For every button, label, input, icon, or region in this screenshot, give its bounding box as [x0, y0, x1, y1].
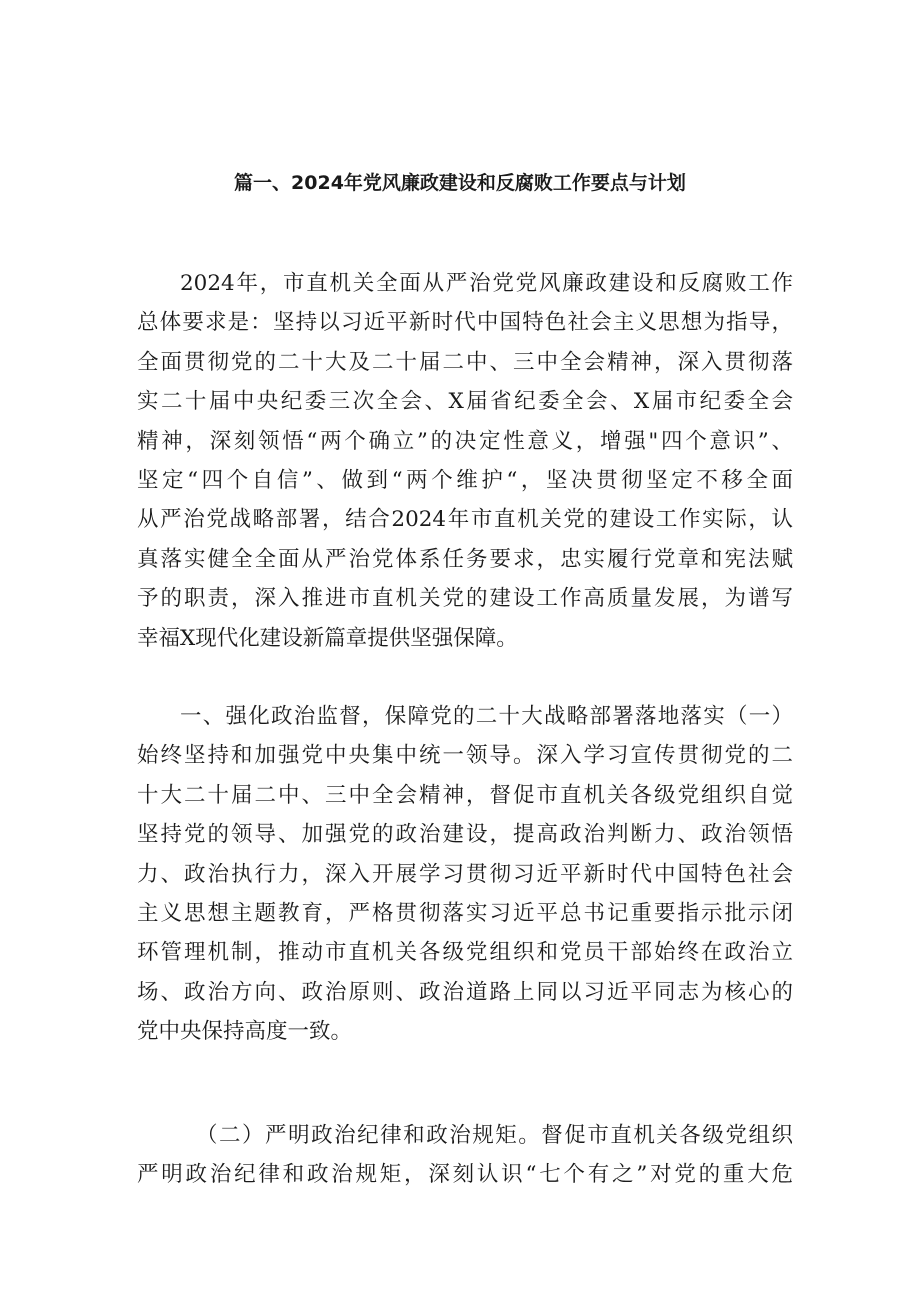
text-line: 实二十届中央纪委三次全会、X届省纪委全会、X届市纪委全会 — [137, 389, 793, 415]
text-line: 主义思想主题教育，严格贯彻落实习近平总书记重要指示批示闭 — [137, 901, 793, 927]
text-line: 党中央保持高度一致。 — [137, 1019, 353, 1045]
text-line: 坚定“四个自信”、做到“两个维护“，坚决贯彻坚定不移全面 — [137, 468, 793, 494]
text-line: 全面贯彻党的二十大及二十届二中、三中全会精神，深入贯彻落 — [137, 349, 793, 375]
text-line: 严明政治纪律和政治规矩，深刻认识“七个有之”对党的重大危 — [137, 1162, 793, 1188]
text-line: （二）严明政治纪律和政治规矩。督促市直机关各级党组织 — [196, 1123, 793, 1148]
text-line: 总体要求是：坚持以习近平新时代中国特色社会主义思想为指导， — [137, 310, 793, 336]
text-line: 力、政治执行力，深入开展学习贯彻习近平新时代中国特色社会 — [137, 861, 793, 887]
text-line: 精神，深刻领悟“两个确立”的决定性意义，增强"四个意识”、 — [137, 428, 793, 454]
text-line: 十大二十届二中、三中全会精神，督促市直机关各级党组织自觉 — [137, 782, 793, 808]
text-line: 环管理机制，推动市直机关各级党组织和党员干部始终在政治立 — [137, 940, 793, 966]
paragraph-3 — [137, 1116, 793, 1195]
text-line: 真落实健全全面从严治党体系任务要求，忠实履行党章和宪法赋 — [137, 546, 793, 572]
text-line: 予的职责，深入推进市直机关党的建设工作高质量发展，为谱写 — [137, 586, 793, 612]
paragraph-2 — [137, 697, 793, 1052]
text-line: 幸福X现代化建设新篇章提供坚强保障。 — [137, 625, 518, 651]
text-line: 一、强化政治监督，保障党的二十大战略部署落地落实（一） — [180, 704, 793, 729]
text-line: 场、政治方向、政治原则、政治道路上同以习近平同志为核心的 — [137, 979, 793, 1005]
paragraph-1 — [137, 264, 793, 658]
text-line: 从严治党战略部署，结合2024年市直机关党的建设工作实际，认 — [137, 507, 793, 533]
text-line: 2024年，市直机关全面从严治党党风廉政建设和反腐败工作 — [180, 271, 793, 296]
text-line: 坚持党的领导、加强党的政治建设，提高政治判断力、政治领悟 — [137, 822, 793, 848]
document-title: 篇一、2024年党风廉政建设和反腐败工作要点与计划 — [234, 172, 686, 194]
text-line: 始终坚持和加强党中央集中统一领导。深入学习宣传贯彻党的二 — [137, 743, 793, 769]
